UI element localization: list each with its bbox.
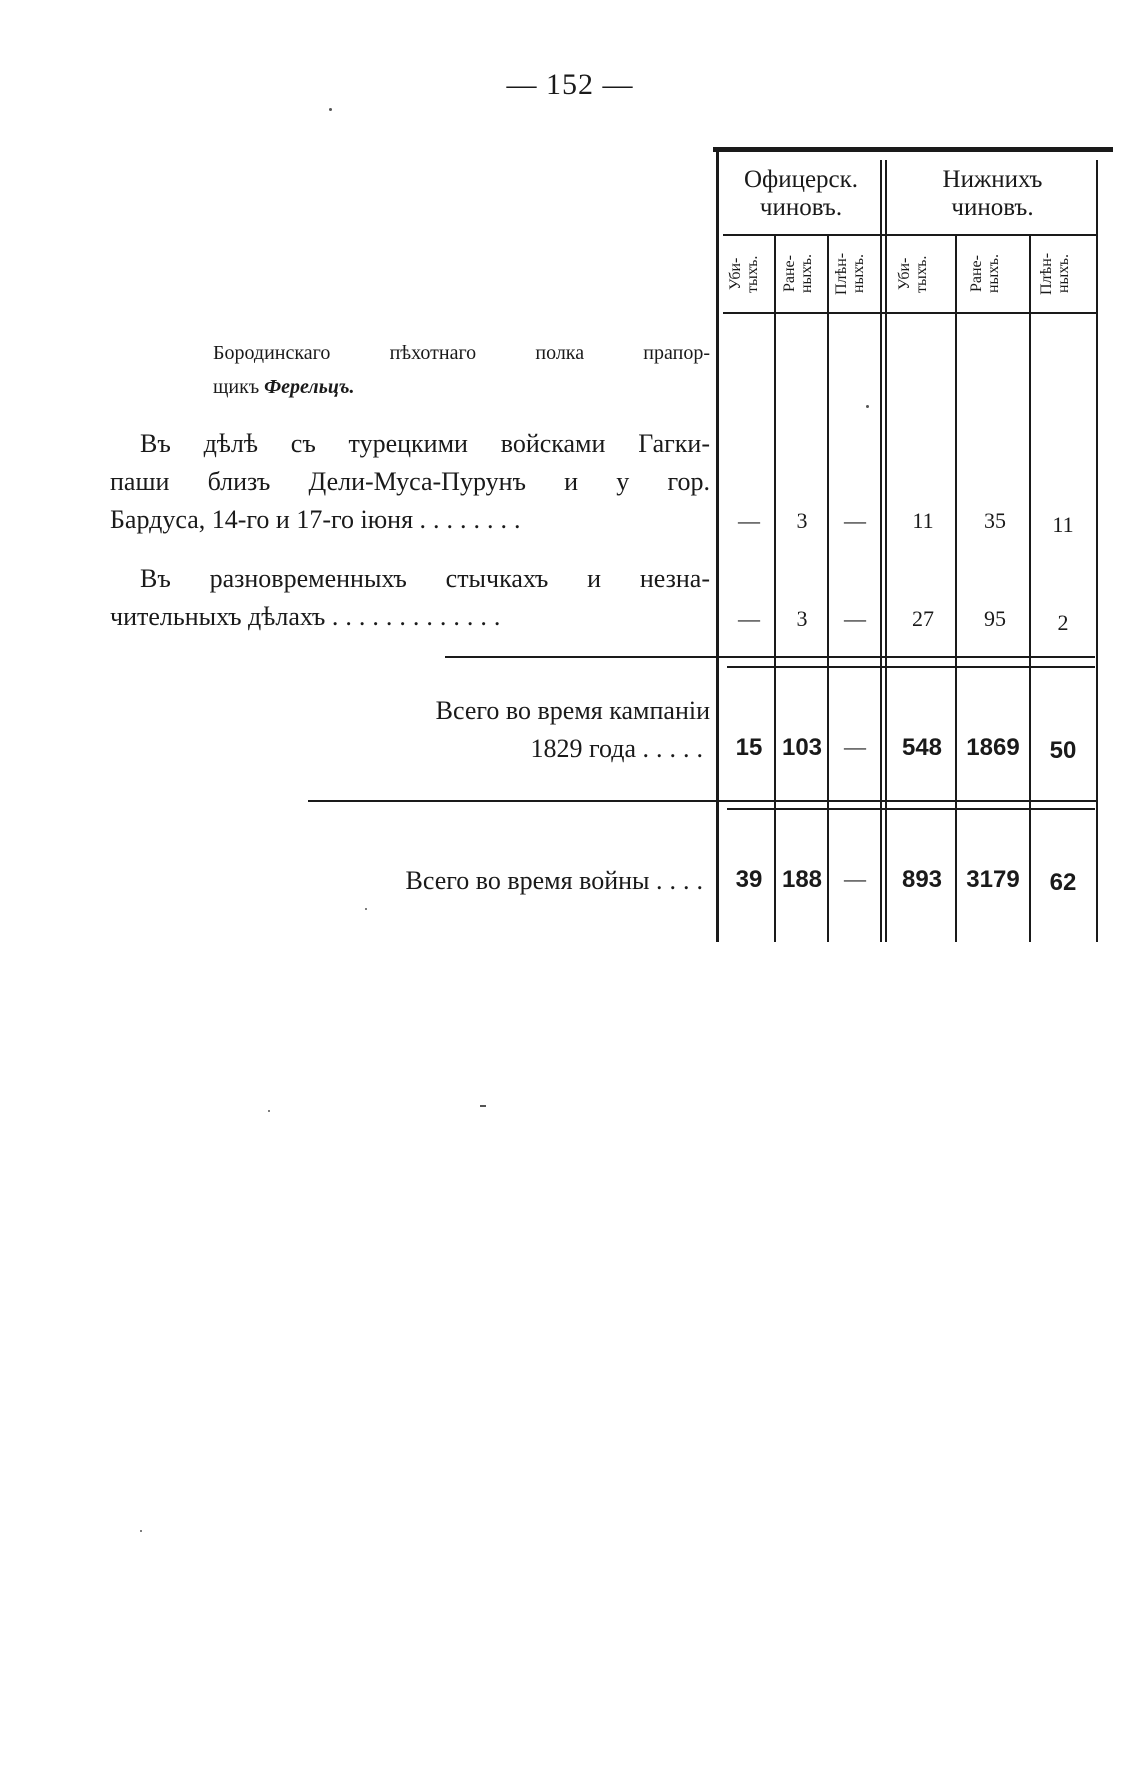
header-officers-line2: чиновъ.: [759, 194, 843, 221]
entry-borodino-prefix: щикъ: [213, 376, 265, 398]
total-war-lower-wounded: 3179: [966, 866, 1020, 893]
column-rule-2: [827, 236, 829, 942]
column-header-officers-killed: Уби- тыхъ.: [727, 255, 761, 293]
scan-speck: [268, 1110, 270, 1112]
total-war-line1-text: Всего во время войны: [405, 866, 650, 895]
entry-borodino-name: Ферельцъ.: [264, 376, 355, 398]
entry-gagki-pasha-officers-wounded: 3: [796, 508, 808, 533]
entry-skirmishes-line2: [110, 598, 710, 636]
entry-skirmishes-officers-wounded: 3: [796, 606, 808, 631]
table-top-rule: [713, 147, 1113, 152]
header-officers-line1: Офицерск.: [743, 166, 859, 193]
column-rule-1: [774, 236, 776, 942]
separator-war-total-b: [727, 808, 1095, 810]
entry-gagki-pasha-lower-wounded: 35: [984, 508, 1006, 533]
entry-skirmishes-line2-text: чительныхъ дѣлахъ: [110, 602, 326, 631]
column-rule-4: [955, 236, 957, 942]
scan-speck: [329, 108, 332, 111]
header-lower-ranks-line2: чиновъ.: [951, 194, 1034, 221]
column-rule-left: [716, 152, 719, 942]
scan-speck: [866, 405, 869, 408]
total-war-leaders: ....: [656, 866, 710, 895]
column-header-lower-wounded: Ране- ныхъ.: [968, 254, 1002, 294]
column-rule-right: [1096, 160, 1098, 942]
entry-gagki-pasha-line3-text: Бардуса, 14-го и 17-го іюня: [110, 505, 414, 534]
entry-skirmishes: [110, 560, 710, 636]
scan-speck: [140, 1530, 142, 1532]
header-group-rule: [723, 234, 1098, 236]
header-officers: [722, 166, 880, 222]
header-lower-ranks: [890, 166, 1095, 222]
total-campaign-line2-text: 1829 года: [530, 734, 636, 763]
total-war-lower-killed: 893: [901, 866, 943, 893]
entry-skirmishes-officers-killed: —: [738, 606, 760, 631]
total-campaign: [340, 692, 710, 768]
total-war-officers-wounded: 188: [781, 866, 823, 893]
total-war-officers-captured: —: [844, 866, 866, 891]
entry-skirmishes-officers-captured: —: [844, 606, 866, 631]
separator-war-total: [308, 800, 1096, 802]
entry-gagki-pasha-lower-captured: 11: [1052, 512, 1074, 537]
total-campaign-officers-killed: 15: [735, 734, 763, 761]
column-header-officers-captured: Плѣн- ныхъ.: [833, 252, 867, 296]
total-campaign-officers-captured: —: [844, 734, 866, 759]
total-war-officers-killed: 39: [735, 866, 763, 893]
entry-skirmishes-lower-captured: 2: [1057, 610, 1069, 635]
total-war-line1: [250, 862, 710, 900]
entry-borodino: [213, 336, 710, 404]
column-rule-5: [1029, 236, 1031, 942]
total-campaign-line1: Всего во время кампаніи: [435, 696, 710, 725]
total-campaign-leaders: .....: [642, 734, 710, 763]
entry-gagki-pasha-officers-captured: —: [844, 508, 866, 533]
entry-gagki-pasha-line3: [110, 501, 710, 539]
entry-skirmishes-leaders: .............: [331, 602, 508, 631]
entry-gagki-pasha-officers-killed: —: [738, 508, 760, 533]
entry-borodino-line2: [213, 370, 710, 404]
total-campaign-line2: [340, 730, 710, 768]
entry-borodino-line1: Бородинскаго пѣхотнаго полка прапор-: [213, 342, 710, 364]
column-header-lower-captured: Плѣн- ныхъ.: [1038, 252, 1072, 296]
scan-speck: [480, 1105, 486, 1107]
separator-campaign-total: [727, 666, 1095, 668]
total-campaign-lower-captured: 50: [1049, 737, 1077, 764]
entry-skirmishes-lower-wounded: 95: [984, 606, 1006, 631]
scan-speck: [365, 908, 367, 910]
column-rule-group-b: [885, 160, 887, 942]
total-campaign-officers-wounded: 103: [781, 734, 823, 761]
entry-gagki-pasha-leaders: ........: [419, 505, 528, 534]
entry-gagki-pasha-line2: паши близъ Дели-Муса-Пурунъ и у гор.: [110, 467, 710, 496]
header-bottom-rule: [723, 312, 1098, 314]
header-lower-ranks-line1: Нижнихъ: [942, 166, 1043, 193]
column-header-lower-killed: Уби- тыхъ.: [896, 255, 930, 293]
total-war-lower-captured: 62: [1049, 869, 1077, 896]
entry-gagki-pasha-line1: Въ дѣлѣ съ турецкими войсками Гагки-: [140, 429, 710, 458]
column-rule-group-a: [880, 160, 882, 942]
entry-gagki-pasha: [110, 425, 710, 539]
column-header-officers-wounded: Ране- ныхъ.: [781, 254, 815, 294]
total-war: [250, 862, 710, 900]
entry-skirmishes-line1: Въ разновременныхъ стычкахъ и незна-: [140, 564, 710, 593]
page-number: — 152 —: [506, 68, 634, 101]
total-campaign-lower-wounded: 1869: [966, 734, 1020, 761]
entry-skirmishes-lower-killed: 27: [912, 606, 934, 631]
separator-entries: [445, 656, 1095, 658]
entry-gagki-pasha-lower-killed: 11: [912, 508, 934, 533]
total-campaign-lower-killed: 548: [901, 734, 943, 761]
